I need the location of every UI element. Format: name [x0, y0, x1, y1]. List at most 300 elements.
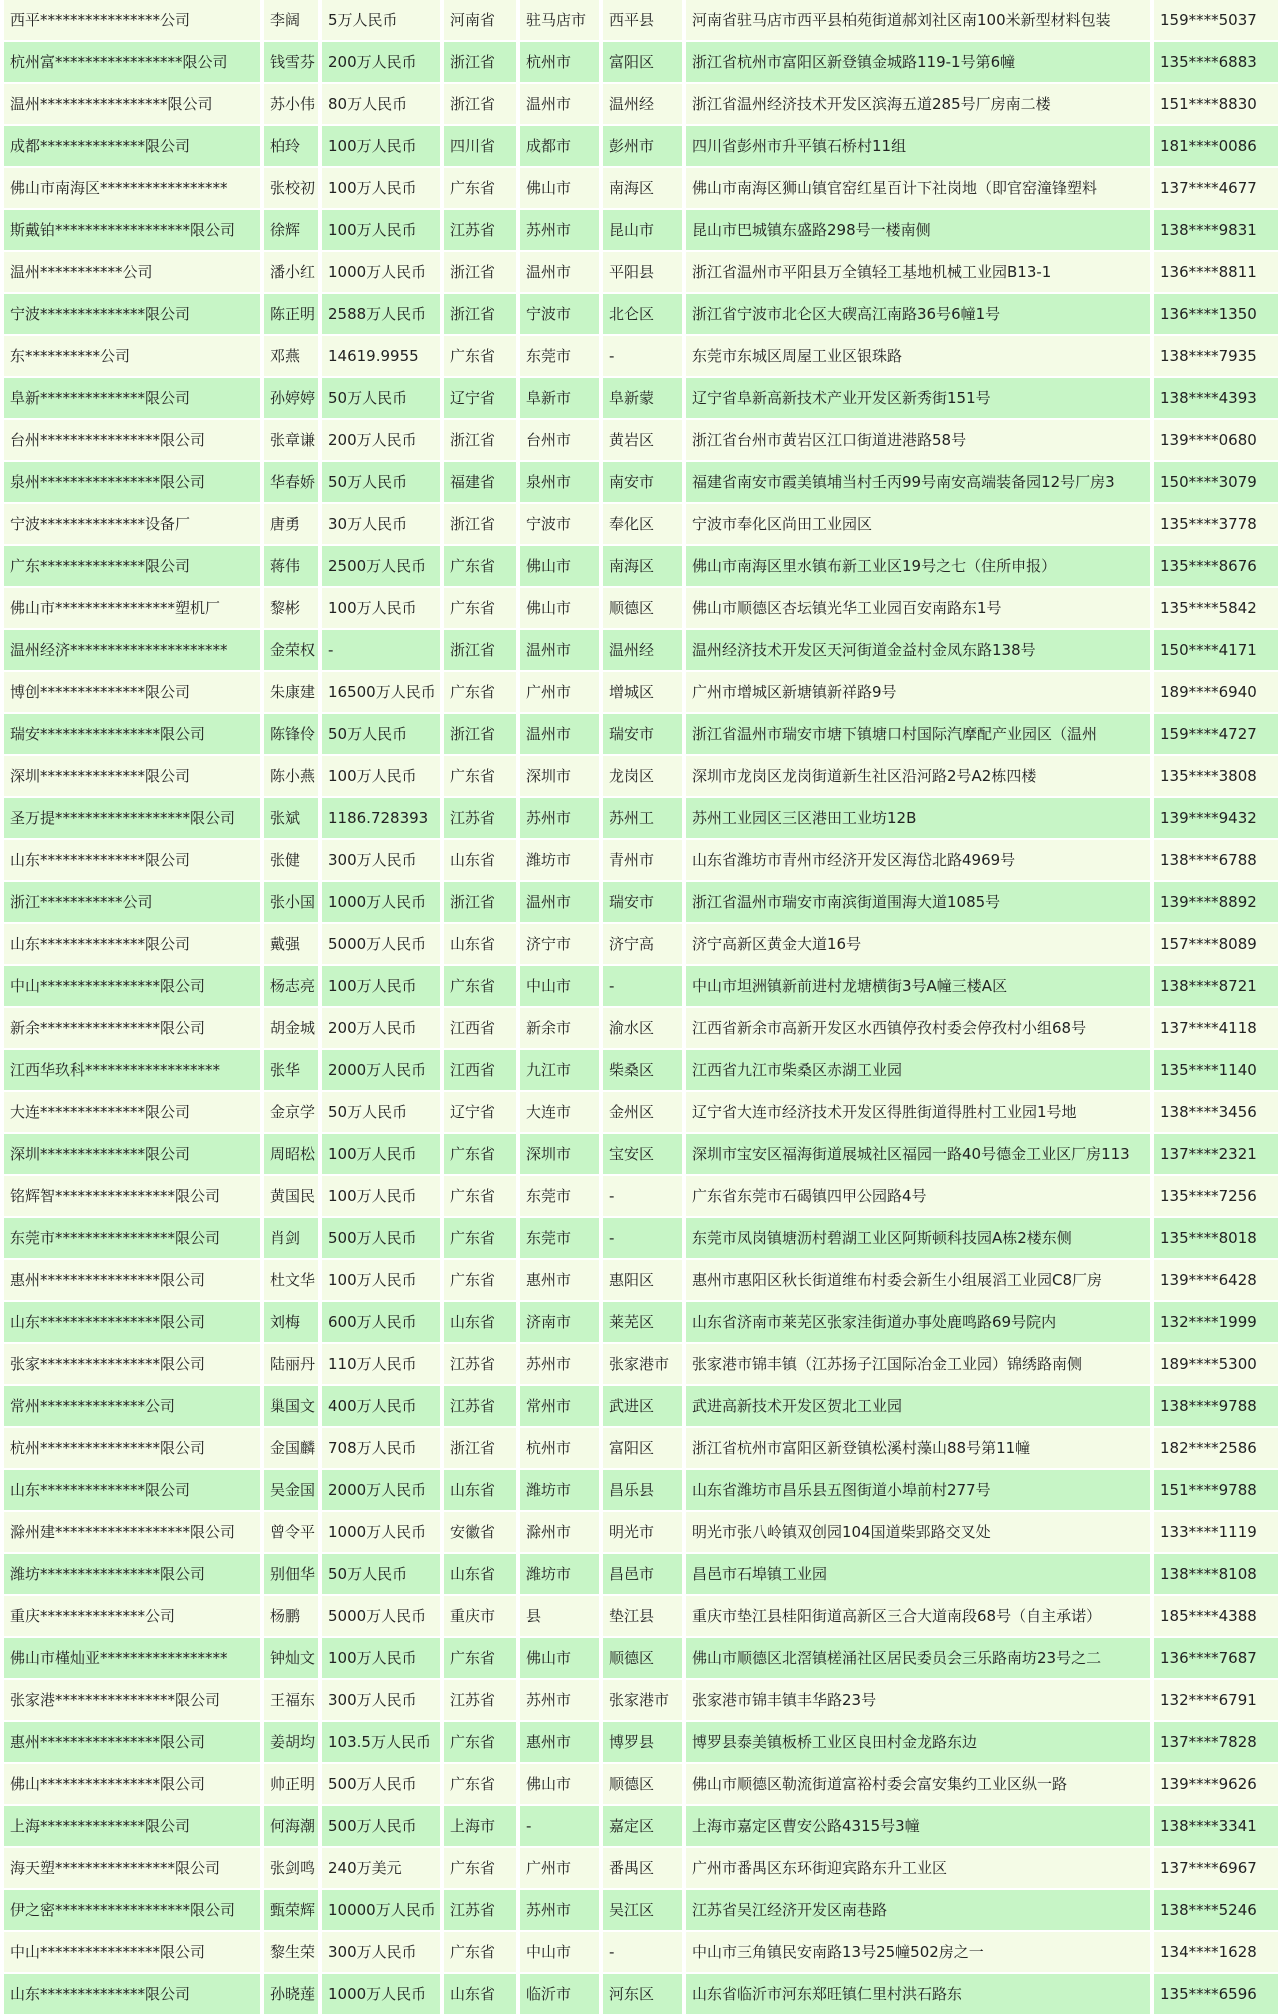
company-name-cell: 张家****************限公司: [4, 1344, 260, 1386]
company-name-cell: 滁州建******************限公司: [4, 1512, 260, 1554]
registered-capital-cell: 5万人民币: [322, 0, 440, 42]
table-row: [4, 1386, 1278, 1428]
company-name-cell: 温州经济*********************: [4, 630, 260, 672]
legal-person-cell: 朱康建: [264, 672, 318, 714]
phone-cell: 135****3778: [1154, 504, 1278, 546]
table-row: [4, 168, 1278, 210]
address-cell: 昌邑市石埠镇工业园: [686, 1554, 1150, 1596]
registered-capital-cell: 50万人民币: [322, 378, 440, 420]
legal-person-cell: 张剑鸣: [264, 1848, 318, 1890]
phone-cell: 138****7935: [1154, 336, 1278, 378]
city-cell: 滁州市: [520, 1512, 599, 1554]
company-name-cell: 杭州****************限公司: [4, 1428, 260, 1470]
city-cell: 东莞市: [520, 1218, 599, 1260]
district-cell: 昌乐县: [603, 1470, 682, 1512]
registered-capital-cell: 100万人民币: [322, 126, 440, 168]
province-cell: 上海市: [444, 1806, 516, 1848]
district-cell: 南海区: [603, 168, 682, 210]
table-row: [4, 1050, 1278, 1092]
table-row: [4, 1932, 1278, 1974]
legal-person-cell: 苏小伟: [264, 84, 318, 126]
district-cell: 垫江县: [603, 1596, 682, 1638]
table-row: [4, 1764, 1278, 1806]
phone-cell: 136****7687: [1154, 1638, 1278, 1680]
district-cell: 宝安区: [603, 1134, 682, 1176]
registered-capital-cell: 100万人民币: [322, 210, 440, 252]
city-cell: 宁波市: [520, 504, 599, 546]
address-cell: 浙江省温州经济技术开发区滨海五道285号厂房南二楼: [686, 84, 1150, 126]
district-cell: 龙岗区: [603, 756, 682, 798]
legal-person-cell: 黎生荣: [264, 1932, 318, 1974]
city-cell: 佛山市: [520, 1764, 599, 1806]
district-cell: 黄岩区: [603, 420, 682, 462]
company-name-cell: 阜新**************限公司: [4, 378, 260, 420]
city-cell: 常州市: [520, 1386, 599, 1428]
phone-cell: 159****5037: [1154, 0, 1278, 42]
table-row: [4, 1008, 1278, 1050]
address-cell: 博罗县泰美镇板桥工业区良田村金龙路东边: [686, 1722, 1150, 1764]
city-cell: 潍坊市: [520, 1470, 599, 1512]
address-cell: 惠州市惠阳区秋长街道维布村委会新生小组展滔工业园C8厂房: [686, 1260, 1150, 1302]
registered-capital-cell: 30万人民币: [322, 504, 440, 546]
registered-capital-cell: 300万人民币: [322, 1932, 440, 1974]
company-name-cell: 中山****************限公司: [4, 966, 260, 1008]
city-cell: 温州市: [520, 882, 599, 924]
province-cell: 辽宁省: [444, 378, 516, 420]
registered-capital-cell: 200万人民币: [322, 42, 440, 84]
address-cell: 上海市嘉定区曹安公路4315号3幢: [686, 1806, 1150, 1848]
table-row: [4, 1428, 1278, 1470]
address-cell: 昆山市巴城镇东盛路298号一楼南侧: [686, 210, 1150, 252]
table-row: [4, 924, 1278, 966]
table-row: [4, 1554, 1278, 1596]
company-name-cell: 佛山市南海区*****************: [4, 168, 260, 210]
phone-cell: 150****4171: [1154, 630, 1278, 672]
district-cell: 西平县: [603, 0, 682, 42]
company-name-cell: 台州****************限公司: [4, 420, 260, 462]
registered-capital-cell: 2000万人民币: [322, 1050, 440, 1092]
province-cell: 广东省: [444, 1176, 516, 1218]
legal-person-cell: 张章谦: [264, 420, 318, 462]
table-row: [4, 84, 1278, 126]
company-name-cell: 山东**************限公司: [4, 924, 260, 966]
company-table-body: [4, 0, 1278, 2016]
city-cell: 广州市: [520, 1848, 599, 1890]
province-cell: 四川省: [444, 126, 516, 168]
city-cell: 东莞市: [520, 336, 599, 378]
address-cell: 佛山市南海区里水镇布新工业区19号之七（住所申报）: [686, 546, 1150, 588]
province-cell: 江西省: [444, 1008, 516, 1050]
company-name-cell: 中山****************限公司: [4, 1932, 260, 1974]
table-row: [4, 504, 1278, 546]
table-row: [4, 546, 1278, 588]
city-cell: 苏州市: [520, 1680, 599, 1722]
district-cell: 顺德区: [603, 1638, 682, 1680]
phone-cell: 137****2321: [1154, 1134, 1278, 1176]
table-row: [4, 420, 1278, 462]
legal-person-cell: 钱雪芬: [264, 42, 318, 84]
table-row: [4, 1344, 1278, 1386]
phone-cell: 159****4727: [1154, 714, 1278, 756]
table-row: [4, 966, 1278, 1008]
address-cell: 佛山市顺德区北滘镇槎涌社区居民委员会三乐路南坊23号之二: [686, 1638, 1150, 1680]
company-name-cell: 深圳**************限公司: [4, 1134, 260, 1176]
city-cell: 苏州市: [520, 798, 599, 840]
company-name-cell: 山东****************限公司: [4, 1302, 260, 1344]
phone-cell: 139****9432: [1154, 798, 1278, 840]
registered-capital-cell: 2500万人民币: [322, 546, 440, 588]
address-cell: 深圳市龙岗区龙岗街道新生社区沿河路2号A2栋四楼: [686, 756, 1150, 798]
company-name-cell: 东**********公司: [4, 336, 260, 378]
phone-cell: 189****6940: [1154, 672, 1278, 714]
registered-capital-cell: 200万人民币: [322, 1008, 440, 1050]
province-cell: 广东省: [444, 1218, 516, 1260]
district-cell: -: [603, 1932, 682, 1974]
address-cell: 济宁高新区黄金大道16号: [686, 924, 1150, 966]
table-row: [4, 630, 1278, 672]
legal-person-cell: 陈锋伶: [264, 714, 318, 756]
legal-person-cell: 陈正明: [264, 294, 318, 336]
table-row: [4, 1134, 1278, 1176]
phone-cell: 138****3456: [1154, 1092, 1278, 1134]
city-cell: 惠州市: [520, 1722, 599, 1764]
company-name-cell: 铭辉智****************限公司: [4, 1176, 260, 1218]
district-cell: 增城区: [603, 672, 682, 714]
legal-person-cell: 曾令平: [264, 1512, 318, 1554]
company-name-cell: 西平****************公司: [4, 0, 260, 42]
company-name-cell: 瑞安****************限公司: [4, 714, 260, 756]
district-cell: 吴江区: [603, 1890, 682, 1932]
province-cell: 浙江省: [444, 84, 516, 126]
legal-person-cell: 杜文华: [264, 1260, 318, 1302]
address-cell: 重庆市垫江县桂阳街道高新区三合大道南段68号（自主承诺）: [686, 1596, 1150, 1638]
address-cell: 宁波市奉化区尚田工业园区: [686, 504, 1150, 546]
province-cell: 广东省: [444, 756, 516, 798]
district-cell: 莱芜区: [603, 1302, 682, 1344]
legal-person-cell: 黄国民: [264, 1176, 318, 1218]
city-cell: 温州市: [520, 714, 599, 756]
city-cell: 深圳市: [520, 756, 599, 798]
city-cell: 中山市: [520, 966, 599, 1008]
province-cell: 浙江省: [444, 630, 516, 672]
address-cell: 山东省临沂市河东郑旺镇仁里村洪石路东: [686, 1974, 1150, 2016]
address-cell: 浙江省温州市瑞安市南滨街道围海大道1085号: [686, 882, 1150, 924]
table-row: [4, 1302, 1278, 1344]
phone-cell: 135****7256: [1154, 1176, 1278, 1218]
address-cell: 东莞市东城区周屋工业区银珠路: [686, 336, 1150, 378]
company-name-cell: 大连**************限公司: [4, 1092, 260, 1134]
city-cell: 新余市: [520, 1008, 599, 1050]
legal-person-cell: 周昭松: [264, 1134, 318, 1176]
registered-capital-cell: 400万人民币: [322, 1386, 440, 1428]
address-cell: 江西省九江市柴桑区赤湖工业园: [686, 1050, 1150, 1092]
province-cell: 浙江省: [444, 42, 516, 84]
province-cell: 重庆市: [444, 1596, 516, 1638]
table-row: [4, 1974, 1278, 2016]
phone-cell: 134****1628: [1154, 1932, 1278, 1974]
phone-cell: 135****8676: [1154, 546, 1278, 588]
legal-person-cell: 刘梅: [264, 1302, 318, 1344]
district-cell: 青州市: [603, 840, 682, 882]
legal-person-cell: 邓燕: [264, 336, 318, 378]
registered-capital-cell: 10000万人民币: [322, 1890, 440, 1932]
phone-cell: 137****4677: [1154, 168, 1278, 210]
province-cell: 广东省: [444, 168, 516, 210]
district-cell: 张家港市: [603, 1344, 682, 1386]
address-cell: 山东省潍坊市青州市经济开发区海岱北路4969号: [686, 840, 1150, 882]
registered-capital-cell: 100万人民币: [322, 1638, 440, 1680]
city-cell: 成都市: [520, 126, 599, 168]
province-cell: 广东省: [444, 1848, 516, 1890]
province-cell: 浙江省: [444, 420, 516, 462]
address-cell: 江苏省吴江经济开发区南巷路: [686, 1890, 1150, 1932]
registered-capital-cell: 1000万人民币: [322, 1512, 440, 1554]
legal-person-cell: 别佃华: [264, 1554, 318, 1596]
province-cell: 江苏省: [444, 1680, 516, 1722]
city-cell: 深圳市: [520, 1134, 599, 1176]
city-cell: 台州市: [520, 420, 599, 462]
district-cell: 平阳县: [603, 252, 682, 294]
province-cell: 广东省: [444, 1722, 516, 1764]
table-row: [4, 294, 1278, 336]
table-row: [4, 1512, 1278, 1554]
company-name-cell: 山东**************限公司: [4, 840, 260, 882]
district-cell: 顺德区: [603, 1764, 682, 1806]
province-cell: 江苏省: [444, 798, 516, 840]
city-cell: 杭州市: [520, 1428, 599, 1470]
company-name-cell: 海天塑****************限公司: [4, 1848, 260, 1890]
table-row: [4, 798, 1278, 840]
district-cell: 渝水区: [603, 1008, 682, 1050]
province-cell: 江苏省: [444, 210, 516, 252]
legal-person-cell: 孙晓莲: [264, 1974, 318, 2016]
city-cell: 佛山市: [520, 588, 599, 630]
legal-person-cell: 吴金国: [264, 1470, 318, 1512]
address-cell: 浙江省杭州市富阳区新登镇金城路119-1号第6幢: [686, 42, 1150, 84]
legal-person-cell: 帅正明: [264, 1764, 318, 1806]
province-cell: 江苏省: [444, 1890, 516, 1932]
district-cell: 南安市: [603, 462, 682, 504]
phone-cell: 138****3341: [1154, 1806, 1278, 1848]
registered-capital-cell: 100万人民币: [322, 1176, 440, 1218]
table-row: [4, 1176, 1278, 1218]
address-cell: 河南省驻马店市西平县柏苑街道郝刘社区南100米新型材料包装: [686, 0, 1150, 42]
phone-cell: 139****9626: [1154, 1764, 1278, 1806]
registered-capital-cell: 100万人民币: [322, 1260, 440, 1302]
address-cell: 东莞市凤岗镇塘沥村碧湖工业区阿斯顿科技园A栋2楼东侧: [686, 1218, 1150, 1260]
legal-person-cell: 肖剑: [264, 1218, 318, 1260]
address-cell: 广州市番禺区东环街迎宾路东升工业区: [686, 1848, 1150, 1890]
city-cell: -: [520, 1806, 599, 1848]
address-cell: 广州市增城区新塘镇新祥路9号: [686, 672, 1150, 714]
company-name-cell: 常州**************公司: [4, 1386, 260, 1428]
legal-person-cell: 张斌: [264, 798, 318, 840]
district-cell: 明光市: [603, 1512, 682, 1554]
city-cell: 济南市: [520, 1302, 599, 1344]
district-cell: 顺德区: [603, 588, 682, 630]
table-row: [4, 1218, 1278, 1260]
legal-person-cell: 戴强: [264, 924, 318, 966]
province-cell: 浙江省: [444, 714, 516, 756]
phone-cell: 181****0086: [1154, 126, 1278, 168]
phone-cell: 132****6791: [1154, 1680, 1278, 1722]
district-cell: 昆山市: [603, 210, 682, 252]
address-cell: 苏州工业园区三区港田工业坊12B: [686, 798, 1150, 840]
district-cell: 瑞安市: [603, 882, 682, 924]
registered-capital-cell: 100万人民币: [322, 168, 440, 210]
district-cell: 苏州工: [603, 798, 682, 840]
registered-capital-cell: 5000万人民币: [322, 1596, 440, 1638]
legal-person-cell: 蒋伟: [264, 546, 318, 588]
province-cell: 河南省: [444, 0, 516, 42]
legal-person-cell: 徐辉: [264, 210, 318, 252]
company-name-cell: 广东**************限公司: [4, 546, 260, 588]
company-name-cell: 宁波**************设备厂: [4, 504, 260, 546]
address-cell: 武进高新技术开发区贺北工业园: [686, 1386, 1150, 1428]
address-cell: 中山市坦洲镇新前进村龙塘横街3号A幢三楼A区: [686, 966, 1150, 1008]
phone-cell: 132****1999: [1154, 1302, 1278, 1344]
legal-person-cell: 金京学: [264, 1092, 318, 1134]
registered-capital-cell: 600万人民币: [322, 1302, 440, 1344]
registered-capital-cell: 500万人民币: [322, 1806, 440, 1848]
phone-cell: 139****8892: [1154, 882, 1278, 924]
legal-person-cell: 钟灿文: [264, 1638, 318, 1680]
phone-cell: 133****1119: [1154, 1512, 1278, 1554]
district-cell: 瑞安市: [603, 714, 682, 756]
province-cell: 浙江省: [444, 504, 516, 546]
address-cell: 辽宁省阜新高新技术产业开发区新秀街151号: [686, 378, 1150, 420]
city-cell: 宁波市: [520, 294, 599, 336]
registered-capital-cell: 100万人民币: [322, 756, 440, 798]
registered-capital-cell: 200万人民币: [322, 420, 440, 462]
province-cell: 福建省: [444, 462, 516, 504]
province-cell: 山东省: [444, 1974, 516, 2016]
address-cell: 佛山市南海区狮山镇官窑红星百计下社岗地（即官窑潼锋塑料: [686, 168, 1150, 210]
city-cell: 东莞市: [520, 1176, 599, 1218]
company-name-cell: 重庆**************公司: [4, 1596, 260, 1638]
registered-capital-cell: 1000万人民币: [322, 882, 440, 924]
province-cell: 广东省: [444, 1932, 516, 1974]
company-name-cell: 山东**************限公司: [4, 1974, 260, 2016]
province-cell: 江苏省: [444, 1386, 516, 1428]
phone-cell: 151****9788: [1154, 1470, 1278, 1512]
registered-capital-cell: 100万人民币: [322, 588, 440, 630]
address-cell: 佛山市顺德区勒流街道富裕村委会富安集约工业区纵一路: [686, 1764, 1150, 1806]
district-cell: 武进区: [603, 1386, 682, 1428]
province-cell: 广东省: [444, 672, 516, 714]
phone-cell: 138****8108: [1154, 1554, 1278, 1596]
registered-capital-cell: 5000万人民币: [322, 924, 440, 966]
legal-person-cell: 甄荣辉: [264, 1890, 318, 1932]
address-cell: 明光市张八岭镇双创园104国道柴郢路交叉处: [686, 1512, 1150, 1554]
legal-person-cell: 陆丽丹: [264, 1344, 318, 1386]
company-name-cell: 佛山****************限公司: [4, 1764, 260, 1806]
legal-person-cell: 巢国文: [264, 1386, 318, 1428]
table-row: [4, 882, 1278, 924]
phone-cell: 136****1350: [1154, 294, 1278, 336]
province-cell: 山东省: [444, 1554, 516, 1596]
registered-capital-cell: 500万人民币: [322, 1764, 440, 1806]
address-cell: 佛山市顺德区杏坛镇光华工业园百安南路东1号: [686, 588, 1150, 630]
district-cell: 嘉定区: [603, 1806, 682, 1848]
province-cell: 浙江省: [444, 1428, 516, 1470]
phone-cell: 189****5300: [1154, 1344, 1278, 1386]
district-cell: 柴桑区: [603, 1050, 682, 1092]
company-name-cell: 山东**************限公司: [4, 1470, 260, 1512]
city-cell: 佛山市: [520, 168, 599, 210]
legal-person-cell: 杨鹏: [264, 1596, 318, 1638]
table-row: [4, 1890, 1278, 1932]
phone-cell: 135****3808: [1154, 756, 1278, 798]
legal-person-cell: 张健: [264, 840, 318, 882]
company-name-cell: 惠州****************限公司: [4, 1722, 260, 1764]
province-cell: 山东省: [444, 924, 516, 966]
district-cell: 富阳区: [603, 42, 682, 84]
legal-person-cell: 张校初: [264, 168, 318, 210]
province-cell: 安徽省: [444, 1512, 516, 1554]
phone-cell: 151****8830: [1154, 84, 1278, 126]
address-cell: 福建省南安市霞美镇埔当村壬丙99号南安高端装备园12号厂房3: [686, 462, 1150, 504]
address-cell: 张家港市锦丰镇（江苏扬子江国际冶金工业园）锦绣路南侧: [686, 1344, 1150, 1386]
phone-cell: 138****8721: [1154, 966, 1278, 1008]
registered-capital-cell: 80万人民币: [322, 84, 440, 126]
address-cell: 广东省东莞市石碣镇四甲公园路4号: [686, 1176, 1150, 1218]
district-cell: 张家港市: [603, 1680, 682, 1722]
city-cell: 泉州市: [520, 462, 599, 504]
district-cell: -: [603, 336, 682, 378]
registered-capital-cell: 1000万人民币: [322, 252, 440, 294]
province-cell: 山东省: [444, 1470, 516, 1512]
registered-capital-cell: 300万人民币: [322, 840, 440, 882]
province-cell: 浙江省: [444, 294, 516, 336]
district-cell: 金州区: [603, 1092, 682, 1134]
table-row: [4, 1638, 1278, 1680]
address-cell: 江西省新余市高新开发区水西镇停孜村委会停孜村小组68号: [686, 1008, 1150, 1050]
district-cell: -: [603, 966, 682, 1008]
registered-capital-cell: 2588万人民币: [322, 294, 440, 336]
legal-person-cell: 李阔: [264, 0, 318, 42]
table-row: [4, 1260, 1278, 1302]
table-row: [4, 1596, 1278, 1638]
registered-capital-cell: -: [322, 630, 440, 672]
address-cell: 浙江省温州市平阳县万全镇轻工基地机械工业园B13-1: [686, 252, 1150, 294]
province-cell: 广东省: [444, 1134, 516, 1176]
address-cell: 浙江省宁波市北仑区大碶高江南路36号6幢1号: [686, 294, 1150, 336]
registered-capital-cell: 16500万人民币: [322, 672, 440, 714]
legal-person-cell: 柏玲: [264, 126, 318, 168]
table-row: [4, 714, 1278, 756]
company-name-cell: 佛山市槿灿亚*****************: [4, 1638, 260, 1680]
phone-cell: 138****6788: [1154, 840, 1278, 882]
company-name-cell: 圣万提******************限公司: [4, 798, 260, 840]
table-row: [4, 1848, 1278, 1890]
registered-capital-cell: 708万人民币: [322, 1428, 440, 1470]
city-cell: 济宁市: [520, 924, 599, 966]
address-cell: 浙江省杭州市富阳区新登镇松溪村藻山88号第11幢: [686, 1428, 1150, 1470]
company-name-cell: 博创**************限公司: [4, 672, 260, 714]
company-name-cell: 张家港****************限公司: [4, 1680, 260, 1722]
city-cell: 佛山市: [520, 546, 599, 588]
city-cell: 温州市: [520, 630, 599, 672]
phone-cell: 150****3079: [1154, 462, 1278, 504]
province-cell: 浙江省: [444, 252, 516, 294]
city-cell: 佛山市: [520, 1638, 599, 1680]
table-row: [4, 462, 1278, 504]
registered-capital-cell: 300万人民币: [322, 1680, 440, 1722]
province-cell: 江西省: [444, 1050, 516, 1092]
company-name-cell: 江西华玖科******************: [4, 1050, 260, 1092]
table-row: [4, 126, 1278, 168]
